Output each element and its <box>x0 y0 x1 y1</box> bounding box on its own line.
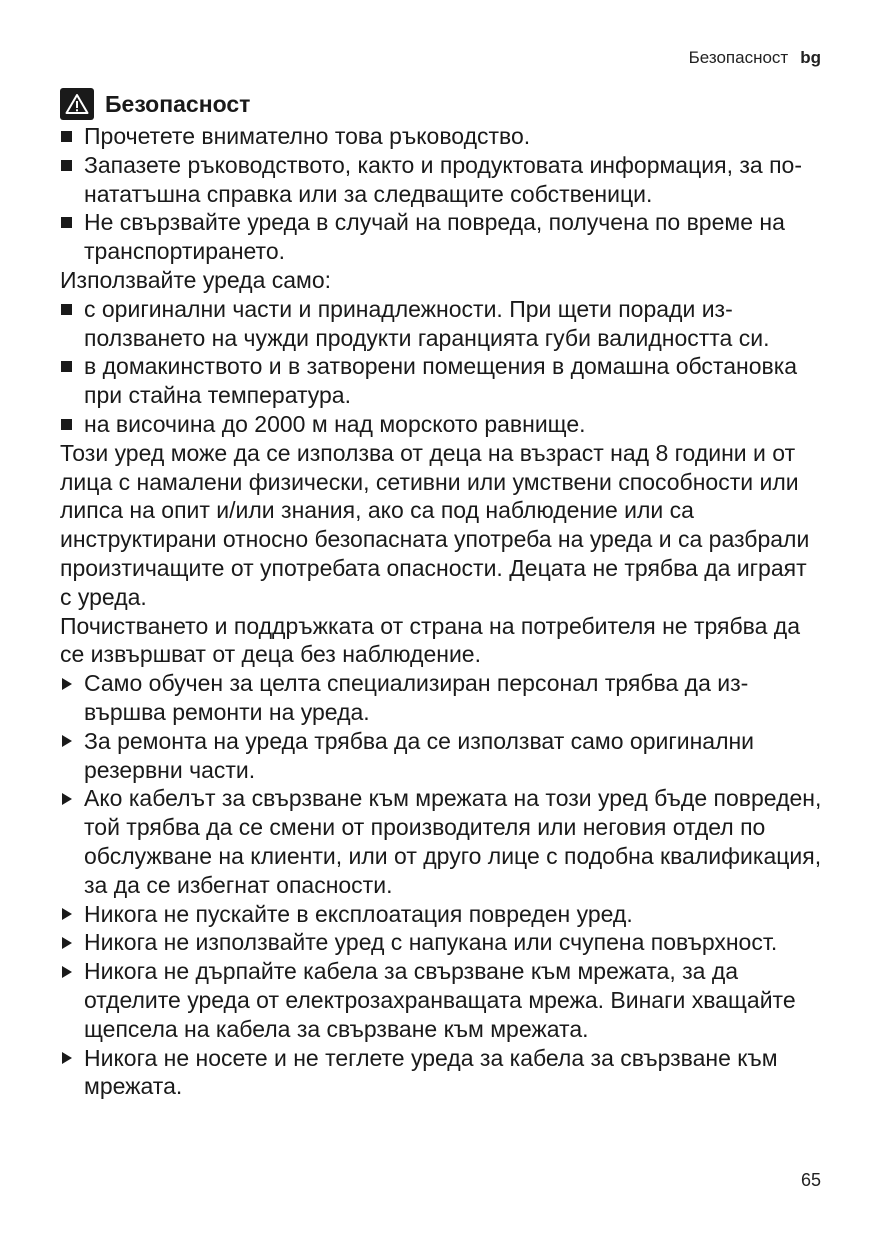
arrow-bullet-icon <box>60 928 80 957</box>
instruction-item <box>60 928 822 957</box>
page-number: 65 <box>800 1170 821 1190</box>
list-item <box>60 122 822 151</box>
warning-triangle-icon <box>60 88 94 120</box>
arrow-bullet-icon <box>60 1044 80 1073</box>
instruction-item <box>60 957 822 1043</box>
arrow-bullet-icon <box>60 669 80 698</box>
list-item <box>60 208 822 266</box>
list-item-text: с оригинални части и принадлежности. При щети поради използването на чужди продукти гаранцията губи валидността си. <box>84 295 770 351</box>
cleaning-paragraph: Почистването и поддръжката от страна на потребителя не трябва да се извършват от деца без наблюдение. <box>60 612 801 668</box>
instruction-text: Никога не носете и не теглете уреда за кабела за свързване към мрежата. <box>84 1044 778 1100</box>
square-bullet-icon <box>60 295 80 324</box>
usage-bullet-list <box>60 295 822 439</box>
instruction-list <box>60 669 822 1101</box>
instruction-text: Никога не пускайте в експлоатация повреден уред. <box>84 900 633 927</box>
arrow-bullet-icon <box>60 900 80 929</box>
square-bullet-icon <box>60 151 80 180</box>
instruction-text: За ремонта на уреда трябва да се използват само оригинални резервни части. <box>84 727 755 783</box>
instruction-item <box>60 727 822 785</box>
list-item <box>60 352 822 410</box>
instruction-item <box>60 669 822 727</box>
square-bullet-icon <box>60 410 80 439</box>
children-paragraph: Този уред може да се използва от деца на възраст над 8 години и от лица с намалени физически, сетивни или умствени способности или липса на опит и/или знания, ако са под наблюдение или са инструктирани относно безопасната употреба на уреда и са разбрали произтичащите от употребата опасности. Децата не трябва да играят с уреда. <box>60 439 810 610</box>
heading-text: Безопасност <box>105 90 251 117</box>
list-item-text: Не свързвайте уреда в случай на повреда, получена по време на транспортирането. <box>84 209 785 265</box>
instruction-text: Само обучен за целта специализиран персонал трябва да извършва ремонти на уреда. <box>84 670 749 725</box>
running-header <box>689 48 821 68</box>
instruction-item <box>60 1044 822 1102</box>
use-intro: Използвайте уреда само: <box>60 266 332 293</box>
instruction-text: Никога не използвайте уред с напукана или счупена повърхност. <box>84 929 778 956</box>
document-body <box>60 86 822 1101</box>
general-bullet-list <box>60 122 822 266</box>
language-code: bg <box>800 48 821 67</box>
list-item-text: в домакинството и в затворени помещения в домашна обстановка при стайна температура. <box>84 353 798 409</box>
list-item <box>60 295 822 353</box>
instruction-text: Никога не дърпайте кабела за свързване към мрежата, за да отделите уреда от електрозахранващата мрежа. Винаги хващайте щепсела на кабела за свързване към мрежата. <box>84 958 796 1042</box>
list-item-text: на височина до 2000 м над морското равнище. <box>84 410 586 437</box>
section-heading <box>60 86 822 122</box>
arrow-bullet-icon <box>60 784 80 813</box>
section-title: Безопасност <box>688 48 789 67</box>
arrow-bullet-icon <box>60 957 80 986</box>
list-item <box>60 151 822 209</box>
square-bullet-icon <box>60 208 80 237</box>
instruction-text: Ако кабелът за свързване към мрежата на този уред бъде повреден, той трябва да се смени от производителя или неговия отдел по обслужване на клиенти, или от друго лице с подобна квалификация, за да се избегнат опасности. <box>84 785 822 898</box>
arrow-bullet-icon <box>60 727 80 756</box>
list-item <box>60 410 822 439</box>
square-bullet-icon <box>60 352 80 381</box>
list-item-text: Прочетете внимателно това ръководство. <box>84 123 531 149</box>
square-bullet-icon <box>60 122 80 151</box>
list-item-text: Запазете ръководството, както и продуктовата информация, за по-нататъшна справка или за следващите собственици. <box>84 151 802 207</box>
instruction-item <box>60 900 822 929</box>
instruction-item <box>60 784 822 899</box>
